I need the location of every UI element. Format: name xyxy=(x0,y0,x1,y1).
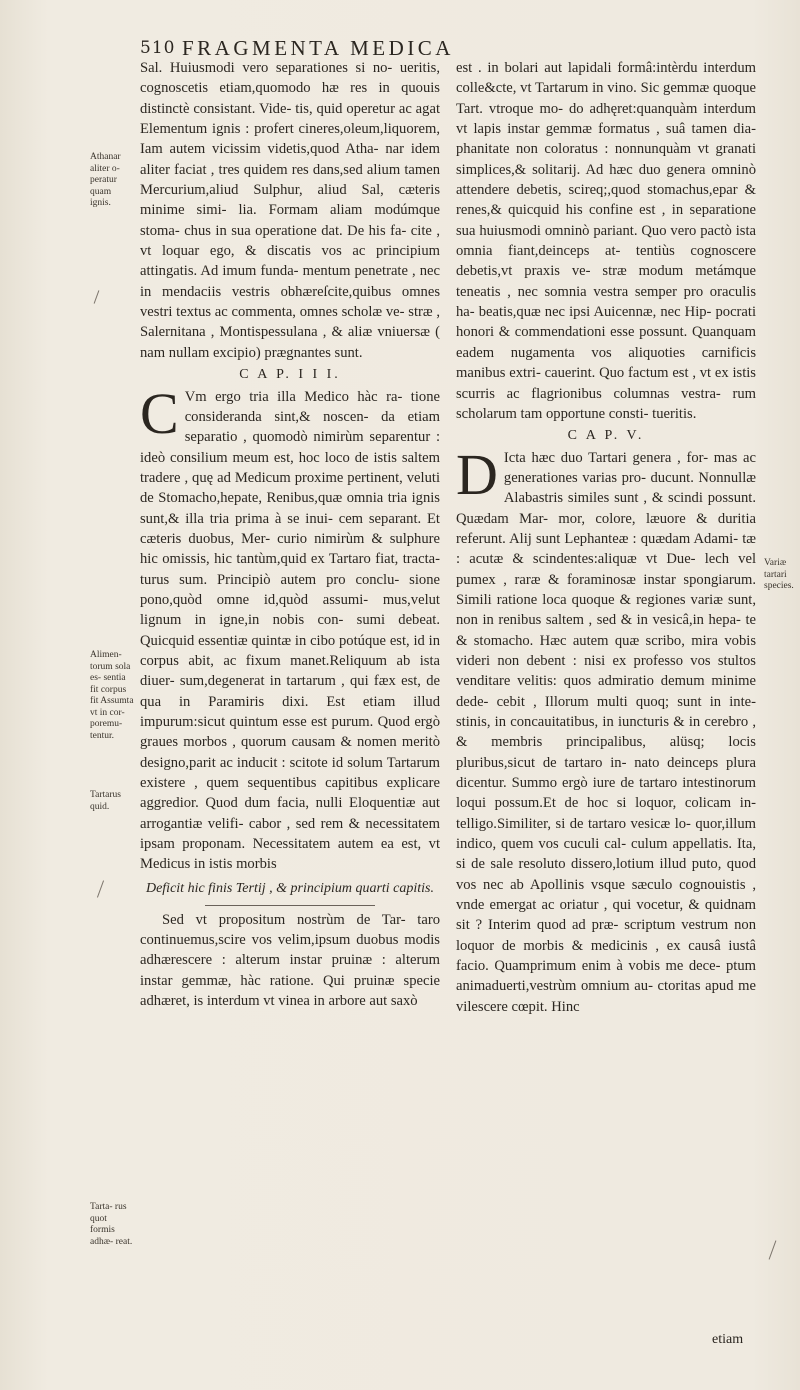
drop-cap: D xyxy=(456,441,498,507)
margin-note-athanar: Athanar aliter o- peratur quam ignis. xyxy=(90,152,121,208)
margin-note-variae-species: Variæ tartari species. xyxy=(764,558,794,591)
catchword: etiam xyxy=(712,1332,744,1347)
running-head: FRAGMENTA MEDICA xyxy=(182,36,454,60)
paragraph: Sed vt propositum nostrùm de Tar- taro continuemus,scire vos velim,ipsum duobus modis adhærescere : alterum instar pruinæ : alterum instar gemmæ, hàc ratione. Qui pruinæ specie adhæret, is interdum vt vinea in arbore aut saxò xyxy=(140,911,440,1010)
chapter-heading: C A P. I I I. xyxy=(239,367,341,383)
chapter-heading: C A P. V. xyxy=(567,428,645,444)
drop-cap: C xyxy=(140,380,179,446)
paragraph: est . in bolari aut lapidali formâ:intèrdu interdum colle&cte, vt Tartarum in vino. Sic gemmæ quoque Tart. vtroque mo- do adhęret:quanquàm interdum vt lapis instar gemmæ formatus , suâ tamen dia- phanitate non coloratus : nonnunquàm vt granati simplices,& solitarij. Ad hæc duo genera omninò attendere debetis, scireq;,quod stomachus,epar & renes,& quicquid his confine est , in separatione sua huiusmodi omninò pariant. Quo vero pactò ista omnia fiant,deinceps at- tentiùs cognoscere debetis,vt praxis ve- stræ modum metámque teneatis , nec somnia vestra semper pro oraculis ha- beatis,quæ nec ipsi Auicennæ, nec Hip- pocrati honori & commendationi esse possunt. Quanquam eadem nugamenta vos aliquoties carnificis manibus extri- cauerint. Quo factum est , vt ex istis scurris ac flagrionibus columnas vestra- rum scholarum tam opportune consti- tueritis. xyxy=(456,60,756,422)
paragraph xyxy=(140,380,440,875)
left-column xyxy=(140,58,440,1011)
page-number: 510 xyxy=(140,38,176,58)
margin-note-tartarus-quid: Tartarus quid. xyxy=(90,790,121,812)
paragraph xyxy=(456,441,756,1018)
margin-note-alimentorum: Alimen- torum sola es- sentia fit corpus fit Assumta vt in cor- poremu- tentur. xyxy=(90,650,134,741)
ink-mark xyxy=(97,880,104,897)
right-column xyxy=(456,58,756,1017)
divider xyxy=(205,905,375,906)
ink-mark xyxy=(94,290,100,303)
paragraph-text: Vm ergo tria illa Medico hàc ra- tione consideranda sint,& noscen- da etiam separatio , quomodò nimirùm separentur : ideò consilium meum est, hoc loco de istis saltem tradere , quę ad Medicum proxime pertinent, veluti de Stomacho,hepate, Renibus,quæ omnia tria ignis sunt,& illa tria prima à se inui- cem separant. Et cæteris duobus, Mer- curio nimirùm & sulphure hic omissis, hic tantùm,quid ex Tartaro fiat, tracta- turus sum. Principiò autem pro conclu- sione pono,quòd omne id,quòd assumi- mus,velut lignum in igne,in nobis con- sumi debeat. Quicquid essentiæ quintæ in cibo potúque est, id in corpus abit, ac fixum manet.Reliquum ab ista diuer- sum,degenerat in tartarum , qui fæx est, de qua in Paramiris dixi. Est etiam illud impurum:sicut quintum esse est purum. Quod ergò graues morbos , quorum causam & nomen meritò designo,parit ac inducit : scitote id solum Tartarum existere , quem sequentibus capitibus explicare aggredior. Quod dum facia, nulli Eloquentiæ aut arrogantiæ velifi- cabor , sed rem & necessitatem ipsam proponam. Necessitatem autem ea est, vt Medicus in istis morbis xyxy=(140,388,440,873)
colophon-note: Deficit hic finis Tertij , & principium quarti capitis. xyxy=(145,880,435,896)
margin-note-tartarus-formis: Tarta- rus quot formis adhæ- reat. xyxy=(90,1202,133,1247)
paragraph-text: Icta hæc duo Tartari genera , for- mas ac generationes varias pro- ducunt. Nonnullæ Alabastris similes sunt , & scindi possunt. Quædam Mar- mor, colore, læuore & duritia referunt. Alij sunt Lephanteæ : quædam Adami- tæ : acutæ & scindentes:aliquæ vt Due- lech vel pumex , raræ & foraminosæ instar spongiarum. Simili ratione loca quoque & regiones variæ sunt, non in renibus saltem , sed & in vesicâ,in hepa- te & stomacho. Hæc autem quæ scribo, mira vobis videri non debent : nisi ex professo vos stultos venditare velitis: quos admiratio demum minime dede- cebit , Illorum multi quoq; sunt in inte- stinis, in concauitatibus, in iuncturis & in cerebro , & membris principalibus, alüsq; locis pluribus,sicut de tartaro in- nato deinceps plura dicentur. Summo ergò iure de tartaro intestinorum loqui possum.Et de hoc si loquor, colicam in- telligo.Similiter, si de tartaro vesicæ lo- quor,illum indico, quem vos cuculi cal- culum appellatis. Ita, si de sale resoluto dissero,lotium illud puto, quod vos nec ab Apollinis vsque sæculo cognouistis , vnde emergat ac oriatur , qui vocetur, & quidnam sit ? Interim quod ad præ- scriptum vestrum non loquor de morbis & medicinis , ex causâ iustâ facio. Quamprimum enim à vobis me dece- ptum animaduerti,vestrùm omnium au- ctoritas apud me vilescere cœpit. Hinc xyxy=(456,449,756,1015)
paragraph: Sal. Huiusmodi vero separationes si no- ueritis, cognoscetis etiam,quomodo hæ res in quouis distinctè consistant. Vide- tis, quid operetur ac agat Elementum ignis : profert cineres,oleum,liquorem, Iam autem vicissim videtis,quod Atha- nar idem aliter faciat , tres quidem res dans,sed alium tamen Mercurium,aliud Sulphur, aliud Sal, cæteris minime simi- lia. Formam aliam modúmque stoma- chus in sua operatione dat. De his fa- cite , vt loquar ego, & discatis vos ac principium attingatis. Ad imum funda- mentum penetrate , nec in mendaciis vestris obhæreſcite,quibus omnes vestri textus ac commenta, omnes scholæ ve- stræ , Salernitana , Montispessulana , & aliæ vniuersæ ( nam nullam excipio) prægnantes sunt. xyxy=(140,60,440,361)
ink-mark xyxy=(769,1240,777,1259)
